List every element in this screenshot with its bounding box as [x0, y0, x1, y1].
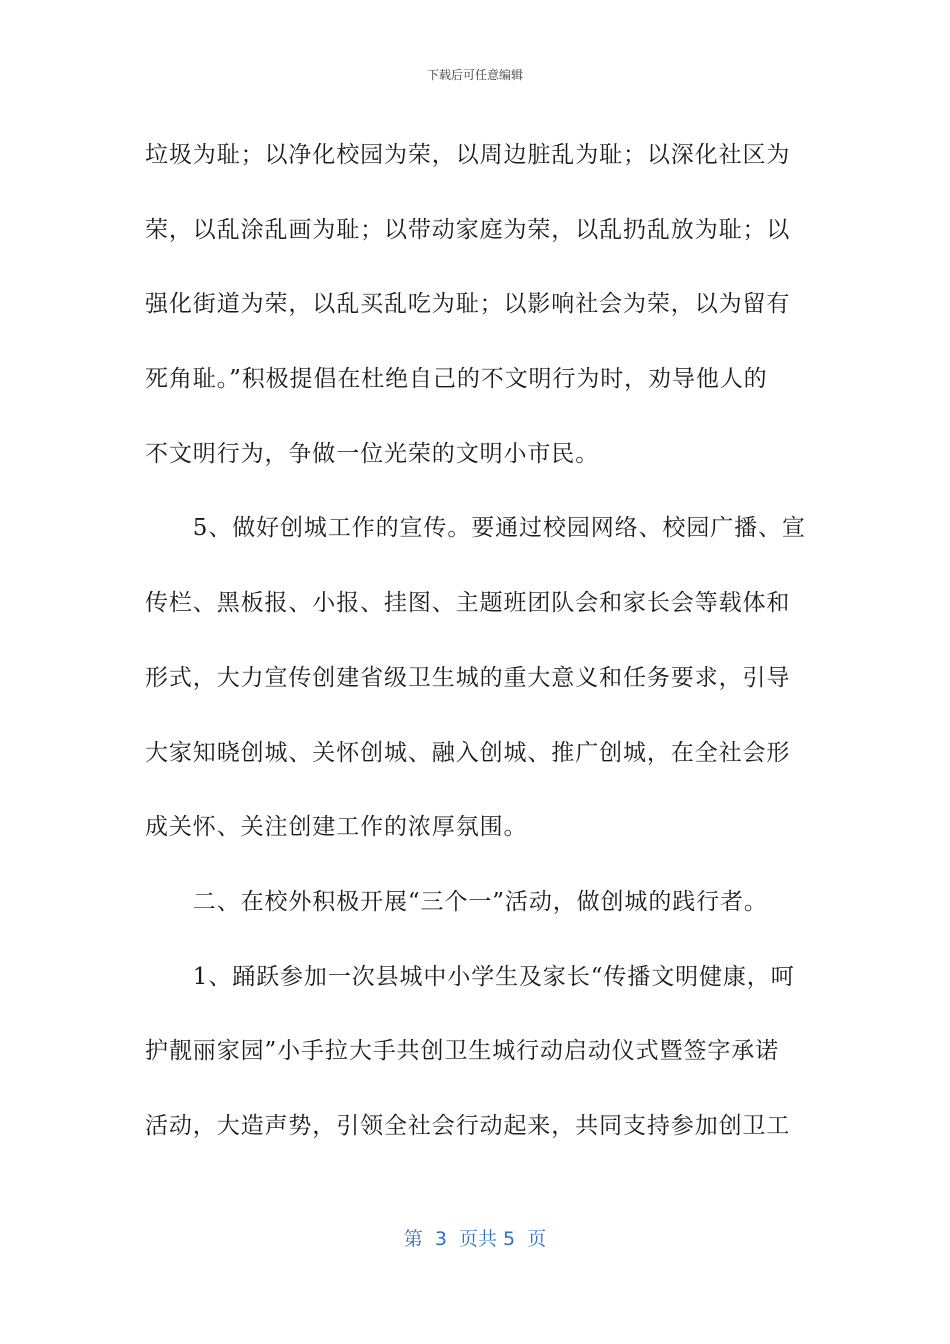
- text-line: 死角耻。”积极提倡在杜绝自己的不文明行为时，劝导他人的: [145, 366, 768, 393]
- text-line: 不文明行为，争做一位光荣的文明小市民。: [145, 440, 600, 467]
- text-line: 强化街道为荣，以乱买乱吃为耻；以影响社会为荣，以为留有: [145, 291, 791, 318]
- text-line: 护靓丽家园”小手拉大手共创卫生城行动启动仪式暨签字承诺: [145, 1038, 780, 1065]
- text-line: 形式，大力宣传创建省级卫生城的重大意义和任务要求，引导: [145, 664, 791, 691]
- page-footer: 第 3 页共 5 页: [403, 1228, 547, 1250]
- text-line: 传栏、黑板报、小报、挂图、主题班团队会和家长会等载体和: [145, 590, 791, 617]
- text-line: 二、在校外积极开展“三个一”活动，做创城的践行者。: [145, 888, 768, 915]
- page-header: 下载后可任意编辑: [426, 68, 523, 82]
- text-line: 荣，以乱涂乱画为耻；以带动家庭为荣，以乱扔乱放为耻；以: [145, 216, 791, 243]
- text-line: 5、做好创城工作的宣传。要通过校园网络、校园广播、宣: [145, 515, 806, 542]
- text-line: 垃圾为耻；以净化校园为荣，以周边脏乱为耻；以深化社区为: [145, 142, 791, 168]
- document-body: [145, 118, 810, 1164]
- text-line: 大家知晓创城、关怀创城、融入创城、推广创城，在全社会形: [145, 739, 791, 766]
- text-line: 活动，大造声势，引领全社会行动起来，共同支持参加创卫工: [145, 1112, 791, 1139]
- text-line: 成关怀、关注创建工作的浓厚氛围。: [145, 814, 528, 841]
- text-line: 1、踊跃参加一次县城中小学生及家长“传播文明健康，呵: [145, 963, 795, 990]
